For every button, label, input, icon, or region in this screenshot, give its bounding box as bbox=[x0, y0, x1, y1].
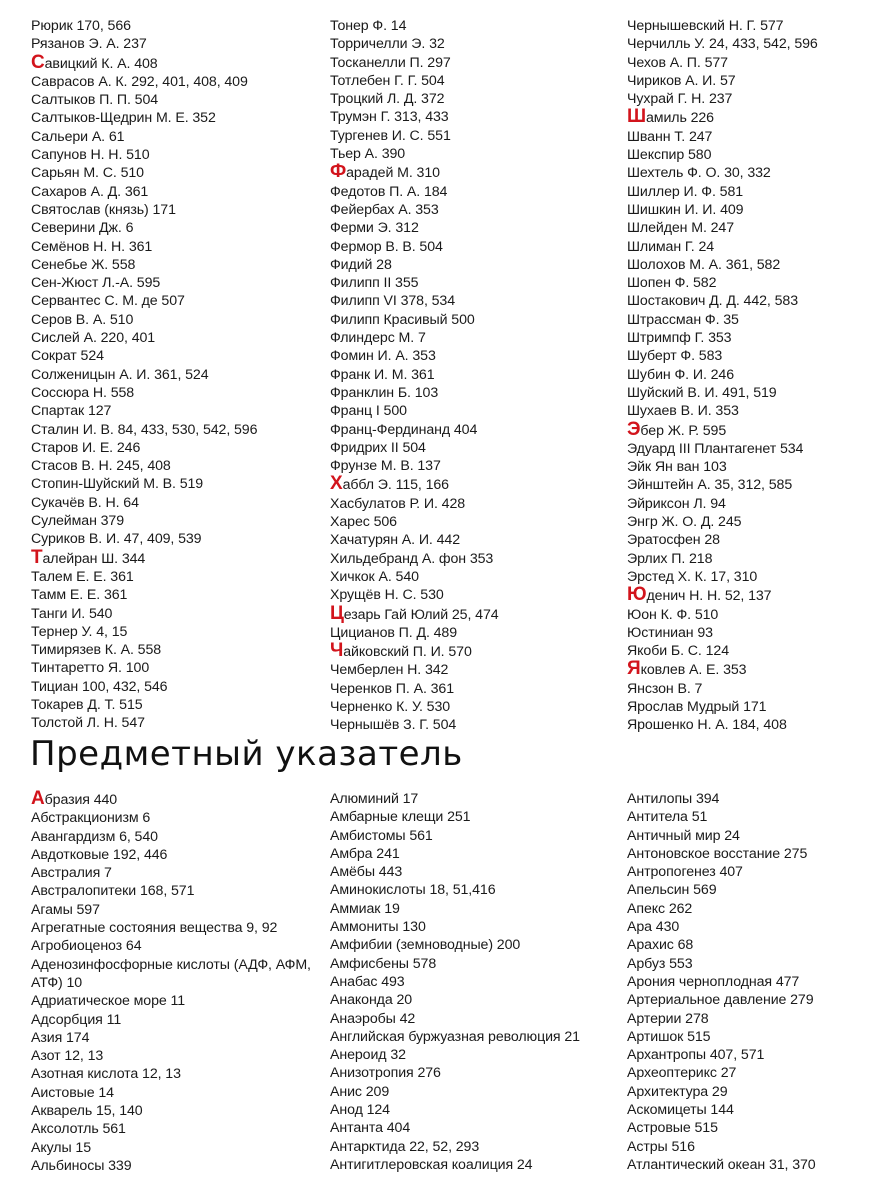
index-entry: Антитела 51 bbox=[627, 809, 708, 826]
index-entry: Спартак 127 bbox=[31, 403, 112, 420]
index-entry: Хильдебранд А. фон 353 bbox=[330, 550, 494, 567]
index-entry: Антилопы 394 bbox=[627, 791, 720, 807]
index-entry: Эрстед Х. К. 17, 310 bbox=[627, 568, 758, 585]
index-entry: Чехов А. П. 577 bbox=[627, 54, 728, 71]
index-entry: Антоновское восстание 275 bbox=[627, 845, 808, 862]
index-entry: Альбиносы 339 bbox=[31, 1157, 132, 1174]
index-entry: Штримпф Г. 353 bbox=[627, 330, 732, 347]
index-entry: Аммониты 130 bbox=[330, 919, 426, 936]
names-index-column-3 bbox=[627, 17, 887, 735]
index-entry: Астровые 515 bbox=[627, 1120, 718, 1137]
index-entry: Австралия 7 bbox=[31, 865, 112, 882]
index-entry: Аскомицеты 144 bbox=[627, 1102, 734, 1119]
index-entry: Эбер Ж. Р. 595 bbox=[627, 418, 727, 440]
index-entry: Анис 209 bbox=[330, 1083, 390, 1100]
index-entry: Франк И. М. 361 bbox=[330, 366, 435, 383]
index-entry: Эйриксон Л. 94 bbox=[627, 495, 726, 512]
index-entry: Франклин Б. 103 bbox=[330, 384, 439, 401]
names-index-column-2 bbox=[330, 17, 615, 735]
index-entry: Сальери А. 61 bbox=[31, 128, 125, 145]
index-entry: Амёбы 443 bbox=[330, 864, 403, 881]
index-entry: Янсзон В. 7 bbox=[627, 680, 703, 697]
index-entry: Чернышёв З. Г. 504 bbox=[330, 717, 457, 734]
index-entry: Античный мир 24 bbox=[627, 827, 740, 844]
index-entry: Амбистомы 561 bbox=[330, 827, 433, 844]
index-entry: Цезарь Гай Юлий 25, 474 bbox=[330, 602, 499, 624]
index-entry: Филипп Красивый 500 bbox=[330, 311, 475, 328]
index-entry: Сенебье Ж. 558 bbox=[31, 256, 136, 273]
index-entry: Арония черноплодная 477 bbox=[627, 973, 800, 990]
index-entry: Антарктида 22, 52, 293 bbox=[330, 1138, 480, 1155]
index-entry: Фейербах А. 353 bbox=[330, 201, 439, 218]
index-entry: Абразия 440 bbox=[31, 788, 118, 809]
index-entry: Сапунов Н. Н. 510 bbox=[31, 147, 150, 164]
index-entry: Яковлев А. Е. 353 bbox=[627, 658, 747, 680]
index-entry: Шуберт Ф. 583 bbox=[627, 348, 723, 365]
index-entry: Семёнов Н. Н. 361 bbox=[31, 238, 153, 255]
index-entry: Солженицын А. И. 361, 524 bbox=[31, 366, 209, 383]
index-entry: Тургенев И. С. 551 bbox=[330, 127, 451, 144]
index-entry: Амбарные клещи 251 bbox=[330, 809, 471, 826]
index-entry: Адсорбция 11 bbox=[31, 1011, 122, 1028]
index-entry: Савицкий К. А. 408 bbox=[31, 51, 158, 73]
index-entry: Сен-Жюст Л.-А. 595 bbox=[31, 275, 161, 292]
index-entry: Юон К. Ф. 510 bbox=[627, 606, 719, 623]
index-entry: Английская буржуазная революция 21 bbox=[330, 1028, 580, 1045]
index-entry: Адриатическое море 11 bbox=[31, 993, 186, 1010]
index-entry: Азотная кислота 12, 13 bbox=[31, 1066, 181, 1083]
index-entry: Токарев Д. Т. 515 bbox=[31, 696, 143, 713]
index-entry: Архитектура 29 bbox=[627, 1083, 728, 1100]
index-entry: Тернер У. 4, 15 bbox=[31, 623, 128, 640]
index-entry: Артишок 515 bbox=[627, 1028, 711, 1045]
index-entry: Анаконда 20 bbox=[330, 992, 413, 1009]
index-entry: Шуйский В. И. 491, 519 bbox=[627, 384, 777, 401]
index-entry: Чемберлен Н. 342 bbox=[330, 662, 449, 679]
index-entry: Стопин-Шуйский М. В. 519 bbox=[31, 476, 204, 493]
index-entry: Чернышевский Н. Г. 577 bbox=[627, 18, 784, 34]
index-entry: Азия 174 bbox=[31, 1029, 90, 1046]
index-entry: Якоби Б. С. 124 bbox=[627, 643, 729, 660]
index-entry: Стасов В. Н. 245, 408 bbox=[31, 458, 171, 475]
index-entry: Тициан 100, 432, 546 bbox=[31, 678, 168, 695]
index-entry: Чайковский П. И. 570 bbox=[330, 640, 472, 662]
index-entry: Ара 430 bbox=[627, 919, 680, 936]
subject-index-column-2 bbox=[330, 790, 615, 1174]
index-entry: Шекспир 580 bbox=[627, 147, 712, 164]
index-entry: Трумэн Г. 313, 433 bbox=[330, 109, 449, 126]
subject-index-column-3 bbox=[627, 790, 887, 1174]
index-entry: Астры 516 bbox=[627, 1138, 695, 1155]
index-entry: Тимирязев К. А. 558 bbox=[31, 642, 162, 659]
index-entry: Антигитлеровская коалиция 24 bbox=[330, 1156, 533, 1173]
index-entry: Амфибии (земноводные) 200 bbox=[330, 937, 521, 954]
index-entry: Шлиман Г. 24 bbox=[627, 238, 715, 255]
index-entry: Алюминий 17 bbox=[330, 791, 419, 807]
index-entry: Анероид 32 bbox=[330, 1047, 406, 1064]
index-entry: Фермор В. В. 504 bbox=[330, 238, 443, 255]
index-entry: Юстиниан 93 bbox=[627, 624, 713, 641]
index-entry: Анизотропия 276 bbox=[330, 1065, 441, 1082]
names-index-column-1 bbox=[31, 17, 316, 733]
index-entry: Салтыков П. П. 504 bbox=[31, 92, 159, 109]
index-entry: Флиндерс М. 7 bbox=[330, 330, 426, 347]
index-entry: Фрунзе М. В. 137 bbox=[330, 458, 441, 475]
index-entry: Троцкий Л. Д. 372 bbox=[330, 91, 445, 108]
index-entry: Эратосфен 28 bbox=[627, 532, 720, 549]
index-entry: Черчилль У. 24, 433, 542, 596 bbox=[627, 36, 818, 53]
index-entry: Святослав (князь) 171 bbox=[31, 201, 176, 218]
index-entry: Шухаев В. И. 353 bbox=[627, 403, 739, 420]
index-entry: Рюрик 170, 566 bbox=[31, 18, 131, 34]
index-entry: Сислей А. 220, 401 bbox=[31, 330, 156, 347]
index-entry: Хасбулатов Р. И. 428 bbox=[330, 495, 466, 512]
index-entry: Австралопитеки 168, 571 bbox=[31, 883, 195, 900]
index-entry: Юденич Н. Н. 52, 137 bbox=[627, 584, 772, 606]
index-entry: Акулы 15 bbox=[31, 1139, 92, 1156]
index-entry: Танги И. 540 bbox=[31, 605, 113, 622]
index-entry: Анод 124 bbox=[330, 1102, 390, 1119]
index-entry: Шиллер И. Ф. 581 bbox=[627, 183, 744, 200]
index-entry: Антропогенез 407 bbox=[627, 864, 743, 881]
index-entry: Арахис 68 bbox=[627, 937, 694, 954]
index-entry: Артериальное давление 279 bbox=[627, 992, 814, 1009]
index-entry: Аммиак 19 bbox=[330, 900, 400, 917]
index-entry: Талем Е. Е. 361 bbox=[31, 568, 134, 585]
index-entry: Тьер А. 390 bbox=[330, 146, 406, 163]
index-entry: Черненко К. У. 530 bbox=[330, 698, 451, 715]
index-entry: Анаэробы 42 bbox=[330, 1010, 416, 1027]
index-entry: Сократ 524 bbox=[31, 348, 104, 365]
index-entry: Шванн Т. 247 bbox=[627, 128, 713, 145]
index-entry: Эдуард III Плантагенет 534 bbox=[627, 440, 804, 457]
index-entry: Фридрих II 504 bbox=[330, 439, 426, 456]
index-entry: Филипп VI 378, 534 bbox=[330, 293, 455, 310]
index-entry: Агробиоценоз 64 bbox=[31, 938, 142, 955]
index-entry: Эрлих П. 218 bbox=[627, 550, 713, 567]
index-entry: Ферми Э. 312 bbox=[330, 220, 419, 237]
index-entry: Хаббл Э. 115, 166 bbox=[330, 473, 449, 495]
index-entry: Артерии 278 bbox=[627, 1010, 709, 1027]
index-entry: Арбуз 553 bbox=[627, 955, 693, 972]
index-entry: Шолохов М. А. 361, 582 bbox=[627, 256, 781, 273]
index-entry: Амфисбены 578 bbox=[330, 955, 437, 972]
index-entry: Апельсин 569 bbox=[627, 882, 717, 899]
index-entry: Хичкок А. 540 bbox=[330, 568, 419, 585]
index-entry: Фомин И. А. 353 bbox=[330, 348, 436, 365]
index-entry: Салтыков-Щедрин М. Е. 352 bbox=[31, 110, 216, 127]
index-entry: Северини Дж. 6 bbox=[31, 220, 134, 237]
index-entry: Сервантес С. М. де 507 bbox=[31, 293, 185, 310]
index-entry: Шопен Ф. 582 bbox=[627, 275, 717, 292]
index-entry: Эйк Ян ван 103 bbox=[627, 459, 727, 476]
index-entry: Авдотковые 192, 446 bbox=[31, 846, 168, 863]
index-entry: Энгр Ж. О. Д. 245 bbox=[627, 514, 742, 531]
index-entry: Анабас 493 bbox=[330, 973, 405, 990]
index-entry: Азот 12, 13 bbox=[31, 1048, 104, 1065]
index-entry: Архантропы 407, 571 bbox=[627, 1047, 765, 1064]
index-entry: Аксолотль 561 bbox=[31, 1121, 126, 1138]
subject-index-column-1 bbox=[31, 790, 316, 1175]
index-entry: Тотлебен Г. Г. 504 bbox=[330, 72, 445, 89]
index-entry: Сталин И. В. 84, 433, 530, 542, 596 bbox=[31, 421, 258, 438]
index-entry: Харес 506 bbox=[330, 514, 397, 531]
index-entry: Рязанов Э. А. 237 bbox=[31, 36, 147, 53]
index-entry: Тосканелли П. 297 bbox=[330, 54, 451, 71]
index-entry: Шамиль 226 bbox=[627, 106, 714, 128]
index-entry: Талейран Ш. 344 bbox=[31, 546, 146, 568]
index-entry: Абстракционизм 6 bbox=[31, 810, 151, 827]
index-entry: Сукачёв В. Н. 64 bbox=[31, 494, 139, 511]
index-entry: Агрегатные состояния вещества 9, 92 bbox=[31, 920, 278, 937]
index-entry: Торричелли Э. 32 bbox=[330, 36, 445, 53]
index-entry: Антанта 404 bbox=[330, 1120, 411, 1137]
index-entry: Суриков В. И. 47, 409, 539 bbox=[31, 531, 202, 548]
index-entry: Сарьян М. С. 510 bbox=[31, 165, 144, 182]
index-entry: Шехтель Ф. О. 30, 332 bbox=[627, 165, 771, 182]
index-entry: Хачатурян А. И. 442 bbox=[330, 532, 460, 549]
index-entry: Амбра 241 bbox=[330, 845, 400, 862]
index-entry: Фидий 28 bbox=[330, 256, 392, 273]
index-entry: Тинтаретто Я. 100 bbox=[31, 660, 150, 677]
index-entry: Хрущёв Н. С. 530 bbox=[330, 587, 444, 604]
index-entry: Сахаров А. Д. 361 bbox=[31, 183, 149, 200]
index-entry: Филипп II 355 bbox=[330, 275, 419, 292]
index-entry: Чухрай Г. Н. 237 bbox=[627, 91, 733, 108]
index-entry: Тонер Ф. 14 bbox=[330, 18, 407, 34]
index-entry: Черенков П. А. 361 bbox=[330, 680, 454, 697]
index-entry: Федотов П. А. 184 bbox=[330, 183, 448, 200]
index-entry: Апекс 262 bbox=[627, 900, 693, 917]
index-entry: Франц-Фердинанд 404 bbox=[330, 421, 478, 438]
index-entry: Агамы 597 bbox=[31, 901, 100, 918]
index-entry: Саврасов А. К. 292, 401, 408, 409 bbox=[31, 73, 248, 90]
index-entry: Акварель 15, 140 bbox=[31, 1103, 143, 1120]
index-entry: Чириков А. И. 57 bbox=[627, 72, 736, 89]
index-entry: Шостакович Д. Д. 442, 583 bbox=[627, 293, 798, 310]
index-entry: Атлантический океан 31, 370 bbox=[627, 1156, 816, 1173]
index-entry: Франц I 500 bbox=[330, 403, 407, 420]
index-entry: Сулейман 379 bbox=[31, 513, 125, 530]
index-entry: Ярослав Мудрый 171 bbox=[627, 698, 767, 715]
index-entry: Аминокислоты 18, 51,416 bbox=[330, 882, 496, 899]
index-entry: Археоптерикс 27 bbox=[627, 1065, 737, 1082]
index-entry: Шубин Ф. И. 246 bbox=[627, 366, 735, 383]
index-entry: Шишкин И. И. 409 bbox=[627, 201, 744, 218]
index-entry: Эйнштейн А. 35, 312, 585 bbox=[627, 477, 793, 494]
index-entry: Цицианов П. Д. 489 bbox=[330, 624, 458, 641]
index-entry: Шлейден М. 247 bbox=[627, 220, 735, 237]
index-entry: Аистовые 14 bbox=[31, 1084, 114, 1101]
index-entry: Серов В. А. 510 bbox=[31, 311, 134, 328]
index-entry: Штрассман Ф. 35 bbox=[627, 311, 739, 328]
index-entry: Авангардизм 6, 540 bbox=[31, 828, 158, 845]
index-entry: Соссюра Н. 558 bbox=[31, 384, 135, 401]
index-entry: Аденозинфосфорные кислоты (АДФ, АФМ, АТФ) 10 bbox=[31, 956, 311, 991]
index-entry: Толстой Л. Н. 547 bbox=[31, 715, 145, 732]
subject-index-title: Предметный указатель bbox=[30, 734, 463, 774]
index-entry: Фарадей М. 310 bbox=[330, 161, 440, 183]
index-entry: Тамм Е. Е. 361 bbox=[31, 587, 128, 604]
index-entry: Старов И. Е. 246 bbox=[31, 439, 141, 456]
index-entry: Ярошенко Н. А. 184, 408 bbox=[627, 717, 787, 734]
